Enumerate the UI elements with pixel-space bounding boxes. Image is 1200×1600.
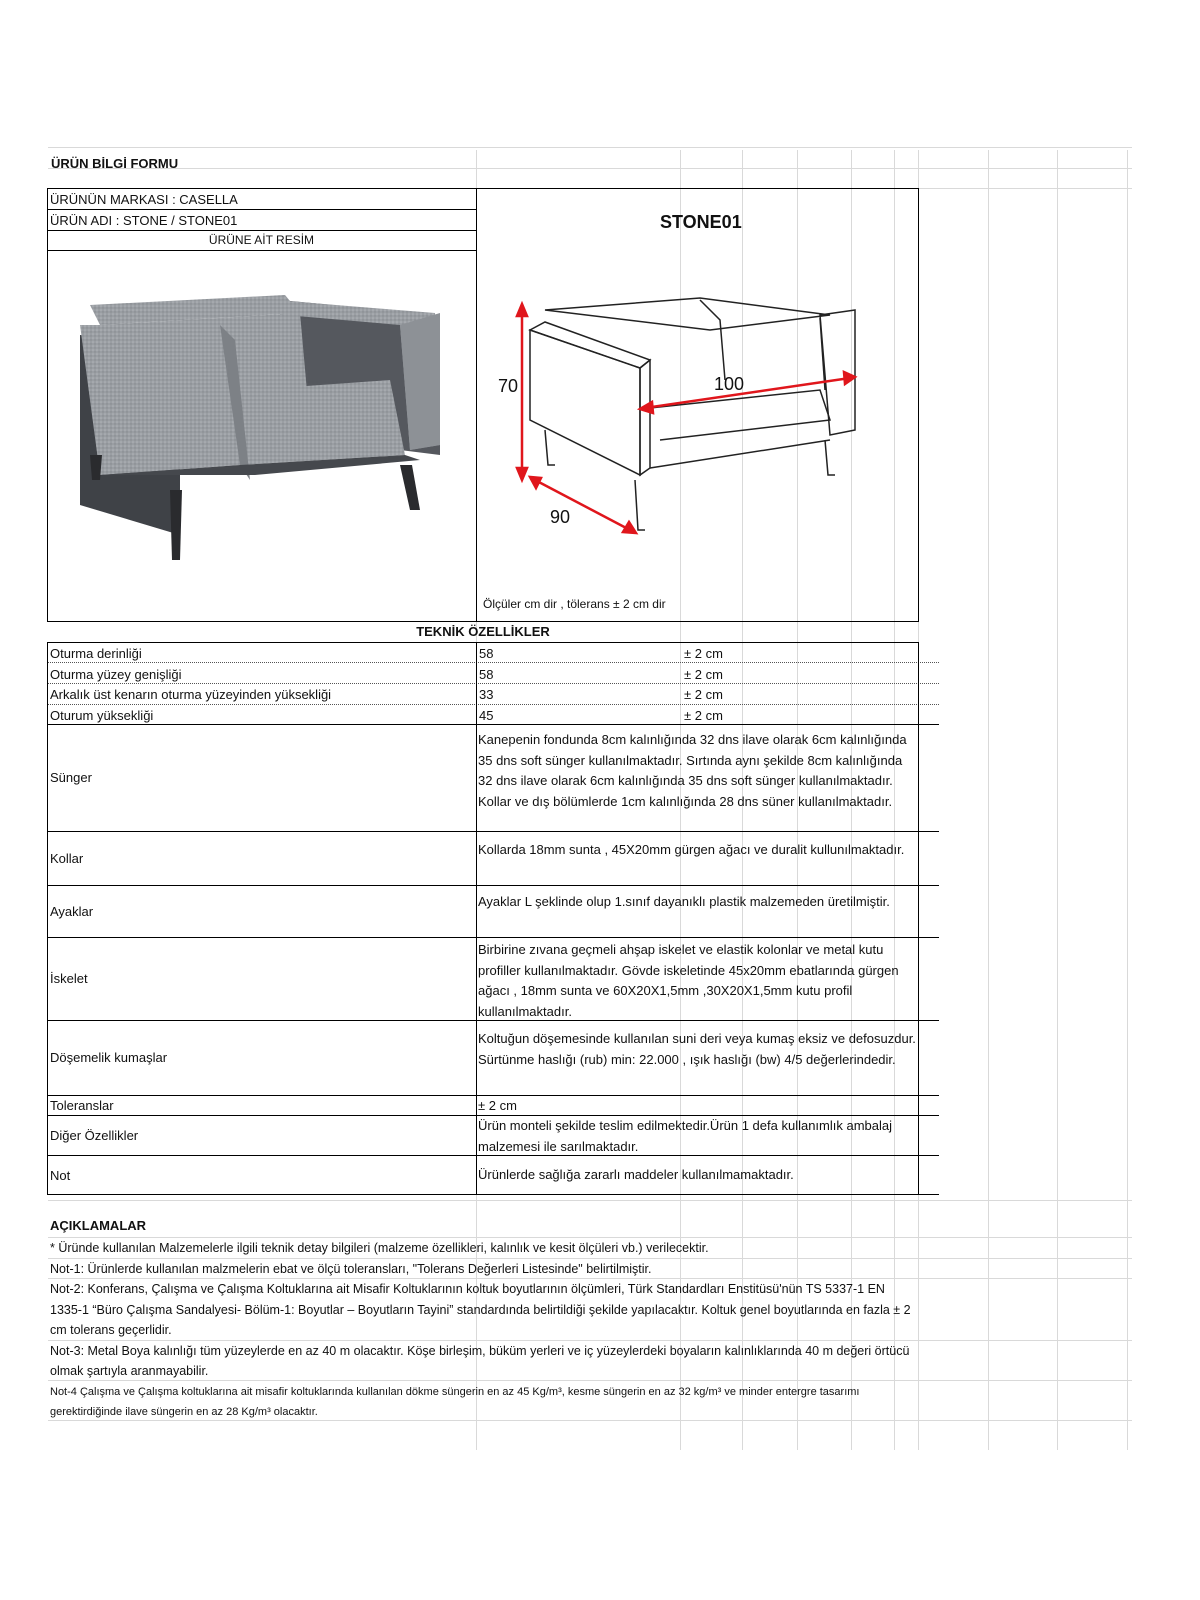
dimension-row-value: 45: [479, 708, 494, 723]
detail-row-text: Birbirine zıvana geçmeli ahşap iskelet ve elastik kolonlar ve metal kutu profiller kullanılmaktadır. Gövde iskeletinde 45x20mm ebatlarında gürgen ağacı , 18mm sunta ve 60X20X1,5mm ,30X20X1,5mm kutu profil kullanılmaktadır.: [478, 942, 899, 1019]
dimension-row-label: Oturma yüzey genişliği: [50, 667, 182, 682]
detail-row-text: Ürünlerde sağlığa zararlı maddeler kullanılmamaktadır.: [478, 1167, 794, 1182]
form-title: ÜRÜN BİLGİ FORMU: [51, 156, 179, 171]
detail-row-label: Not: [50, 1168, 71, 1183]
detail-row-label: Ayaklar: [50, 904, 94, 919]
notes-list: [50, 1238, 916, 1422]
note-item: Not-2: Konferans, Çalışma ve Çalışma Koltuklarına ait Misafir Koltuklarının koltuk boyutlarının ölçümleri, Türk Standardları Enstitüsü'nün TS 5337-1 EN 1335-1 “Büro Çalışma Sandalyesi- Bölüm-1: Boyutlar – Boyutların Tayini” standardında belirtildiği şekilde yapılacaktır. Koltuk genel boyutlarında en fazla ± 2 cm tolerans geçerlidir.: [50, 1282, 911, 1337]
detail-row-text: Kanepenin fondunda 8cm kalınlığında 32 dns ilave olarak 6cm kalınlığında 35 dns soft sünger kullanılmaktadır. Sırtında aynı şekilde 8cm kalınlığında 32 dns ilave olarak 6cm kalınlığında 35 dns soft sünger kullanılmaktadır. Kollar ve dış bölümlerde 1cm kalınlığında 28 dns süner kullanılmaktadır.: [478, 732, 907, 809]
brand-line: ÜRÜNÜN MARKASI : CASELLA: [50, 192, 238, 207]
note-item: Not-4 Çalışma ve Çalışma koltuklarına ait misafir koltuklarında kullanılan dökme süngerin en az 45 Kg/m³, kesme süngerin en az 32 kg/m³ ve minder entergre tasarımı gerektirdiğinde ilave süngerin en az 28 Kg/m³ olacaktır.: [50, 1385, 860, 1418]
dimension-row-value: 58: [479, 667, 494, 682]
detail-row-text: Ürün monteli şekilde teslim edilmektedir.Ürün 1 defa kullanımlık ambalaj malzemesi ile sarılmaktadır.: [478, 1118, 893, 1154]
depth-label: 90: [550, 507, 571, 527]
dimension-row-value: 58: [479, 646, 494, 661]
detail-row-text: Kollarda 18mm sunta , 45X20mm gürgen ağacı ve duralit kullunılmaktadır.: [478, 842, 905, 857]
width-label: 100: [714, 374, 745, 394]
detail-row-text: Ayaklar L şeklinde olup 1.sınıf dayanıklı plastik malzemeden üretilmiştir.: [478, 894, 890, 909]
detail-row-text: ± 2 cm: [478, 1098, 517, 1113]
detail-row-label: Diğer Özellikler: [50, 1128, 139, 1143]
dimension-row-tolerance: ± 2 cm: [684, 646, 723, 661]
dimension-row-tolerance: ± 2 cm: [684, 687, 723, 702]
detail-row-label: Kollar: [50, 851, 84, 866]
product-name-line: ÜRÜN ADI : STONE / STONE01: [50, 213, 238, 228]
dimension-row-tolerance: ± 2 cm: [684, 667, 723, 682]
note-item: Not-3: Metal Boya kalınlığı tüm yüzeylerde en az 40 m olacaktır. Köşe birleşim, büküm yerleri ve iç yüzeylerdeki boyaların kalınlıklarında 40 m değeri örtücü olmak şartıyla aranmayabilir.: [50, 1343, 910, 1378]
dimension-row-value: 33: [479, 687, 494, 702]
dimension-row-label: Oturma derinliği: [50, 646, 142, 661]
diagram-model-title: STONE01: [660, 212, 742, 232]
note-item: * Üründe kullanılan Malzemelerle ilgili teknik detay bilgileri (malzeme özellikleri, kalınlık ve kesit ölçüleri vb.) verilecektir.: [50, 1241, 709, 1255]
detail-row-label: Toleranslar: [50, 1098, 114, 1113]
armchair-photo: [60, 285, 460, 570]
dimension-row-tolerance: ± 2 cm: [684, 708, 723, 723]
image-header: ÜRÜNE AİT RESİM: [208, 233, 315, 247]
notes-title: AÇIKLAMALAR: [50, 1218, 147, 1233]
dimension-row-label: Oturum yüksekliği: [50, 708, 154, 723]
detail-row-text: Koltuğun döşemesinde kullanılan suni deri veya kumaş eksiz ve defosuzdur. Sürtünme haslığı (rub) min: 22.000 , ışık haslığı (bw) 4/5 değerlerindedir.: [478, 1031, 916, 1067]
diagram-caption: Ölçüler cm dir , tölerans ± 2 cm dir: [483, 597, 666, 611]
detail-row-label: İskelet: [50, 971, 88, 986]
note-item: Not-1: Ürünlerde kullanılan malzmelerin ebat ve ölçü toleransları, "Tolerans Değerleri Listesinde" belirtilmiştir.: [50, 1261, 652, 1276]
specs-header: TEKNİK ÖZELLİKLER: [416, 624, 550, 639]
detail-row-label: Döşemelik kumaşlar: [50, 1050, 168, 1065]
height-label: 70: [498, 376, 519, 396]
detail-row-label: Sünger: [50, 770, 92, 785]
dimension-row-label: Arkalık üst kenarın oturma yüzeyinden yüksekliği: [50, 687, 332, 702]
